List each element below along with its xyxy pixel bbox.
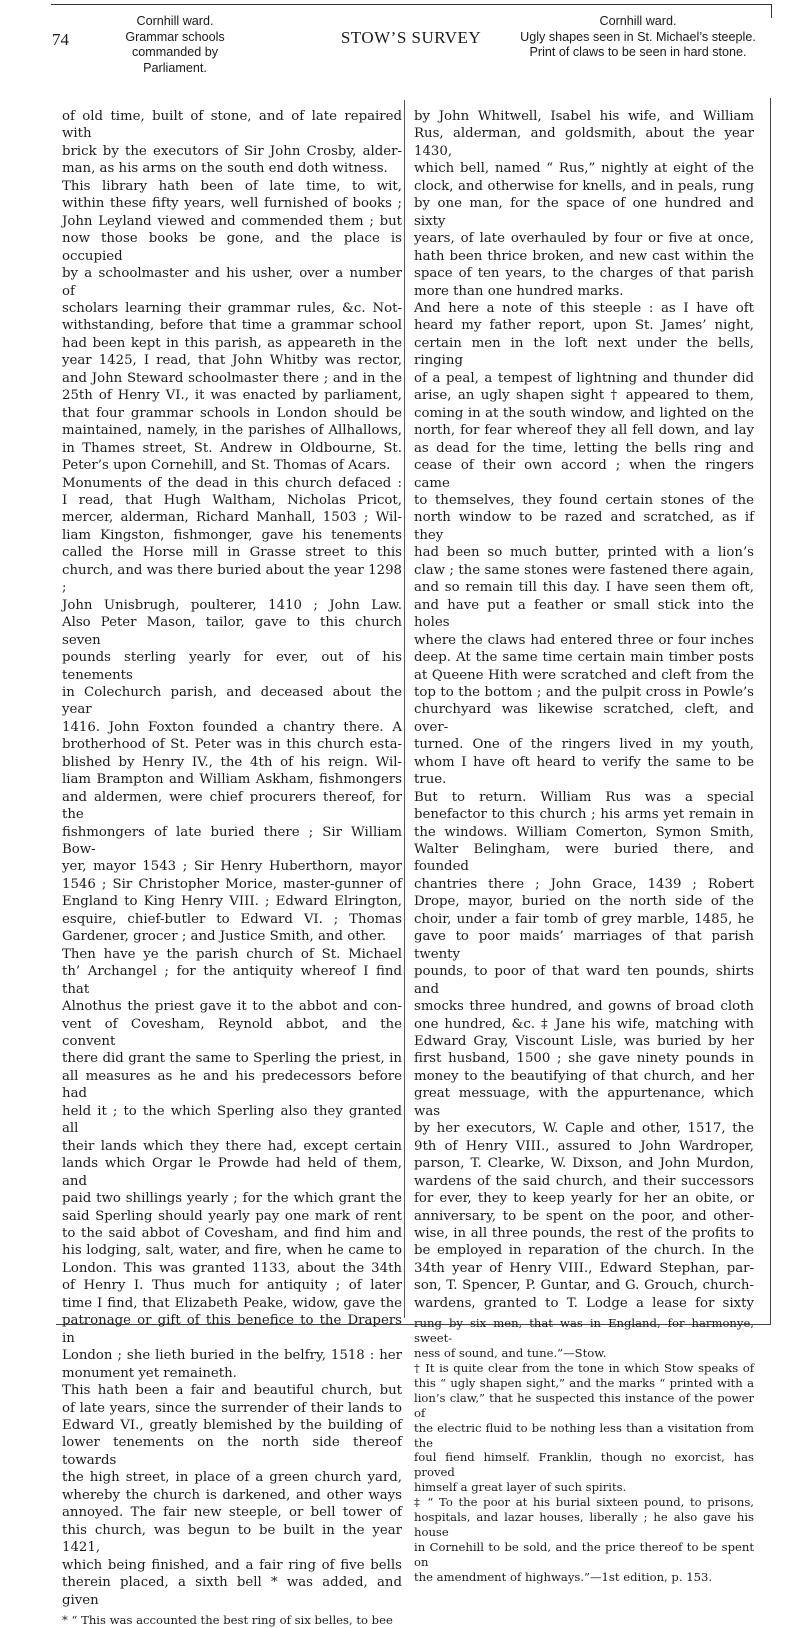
text-line: the high street, in place of a green church yard, (62, 1470, 402, 1486)
text-line: one hundred, &c. ‡ Jane his wife, matching with (414, 1016, 754, 1032)
footnote-line: ness of sound, and tune.”—Stow. (414, 1346, 607, 1361)
text-line: within these fifty years, well furnished of books ; (62, 196, 402, 212)
text-line: deep. At the same time certain main timber posts (414, 650, 754, 666)
left-column (62, 108, 402, 1628)
text-line: called the Horse mill in Grasse street to this (62, 545, 402, 561)
text-line: cease of their own accord ; when the ringers came (414, 458, 754, 491)
footnote-line: this “ ugly shapen sight,” and the marks “ printed with a (414, 1375, 754, 1390)
text-line: choir, under a fair tomb of grey marble, 1485, he (414, 911, 754, 927)
text-line: years, of late overhauled by four or five at once, (414, 231, 754, 247)
text-line: wardens, granted to T. Lodge a lease for sixty (414, 1295, 754, 1311)
footnote-line: * “ This was accounted the best ring of six belles, to bee (62, 1612, 393, 1627)
text-line: This hath been a fair and beautiful church, but (62, 1383, 402, 1399)
text-line: fishmongers of late buried there ; Sir William Bow- (62, 824, 402, 858)
footnote-line: ‡ “ To the poor at his burial sixteen pound, to prisons, (414, 1495, 754, 1510)
text-line: brick by the executors of Sir John Crosby, alder- (62, 143, 402, 159)
text-line: the windows. William Comerton, Symon Smith, (414, 824, 754, 840)
text-line: monument yet remaineth. (62, 1365, 237, 1381)
text-line: for ever, they to keep yearly for her an obite, or (414, 1191, 754, 1207)
text-line: claw ; the same stones were fastened there again, (414, 562, 754, 578)
text-line: parson, T. Clearke, W. Dixson, and John Murdon, (414, 1156, 754, 1172)
footnote-line: rung by six men, that was in England, for harmonye, sweet- (414, 1316, 754, 1346)
text-line: wardens of the said church, and their successors (414, 1173, 754, 1189)
text-line: of late years, since the surrender of their lands to (62, 1400, 402, 1416)
text-line: and so remain till this day. I have seen them oft, (414, 580, 754, 596)
footnote-line: lion’s claw,” that he suspected this instance of the power of (414, 1390, 754, 1420)
right-heading-line: Cornhill ward. (599, 14, 677, 28)
text-line: vent of Covesham, Reynold abbot, and the convent (62, 1016, 402, 1050)
left-footnote (62, 1613, 402, 1628)
text-line: London ; she lieth buried in the belfry, 1518 : her (62, 1348, 402, 1364)
column-divider (404, 100, 405, 1318)
text-line: blished by Henry IV., the 4th of his reign. Wil- (62, 754, 402, 770)
text-line: by her executors, W. Caple and other, 1517, the (414, 1121, 754, 1137)
text-line: now those books be gone, and the place is occupied (62, 231, 402, 264)
text-line: coming in at the south window, and lighted on the (414, 405, 754, 421)
text-line: his lodging, salt, water, and fire, when he came to (62, 1243, 402, 1259)
text-line: where the claws had entered three or four inches (414, 632, 754, 648)
text-line: true. (414, 772, 447, 788)
right-footnotes (414, 1316, 754, 1584)
text-line: mercer, alderman, Richard Manhall, 1503 ; Wil- (62, 510, 402, 526)
text-line: pounds, to poor of that ward ten pounds, shirts and (414, 964, 754, 997)
text-line: and aldermen, were chief procurers thereof, for the (62, 789, 402, 823)
text-line: John Leyland viewed and commended them ; but (62, 213, 402, 229)
text-line: in Colechurch parish, and deceased about the year (62, 684, 402, 718)
text-line: paid two shillings yearly ; for the which grant the (62, 1191, 402, 1207)
text-line: liam Kingston, fishmonger, gave his tenements (62, 527, 402, 543)
text-line: in Thames street, St. Andrew in Oldbourne, St. (62, 440, 402, 456)
text-line: had been so much butter, printed with a lion’s (414, 545, 754, 561)
text-line: all measures as he and his predecessors before had (62, 1068, 402, 1102)
text-line: to themselves, they found certain stones of the (414, 492, 754, 508)
text-line: whereby the church is darkened, and other ways (62, 1487, 402, 1503)
text-line: time I find, that Elizabeth Peake, widow, gave the (62, 1295, 402, 1311)
footnote-line: himself a great layer of such spirits. (414, 1480, 627, 1495)
footnote-line: foul fiend himself. Franklin, though no exorcist, has proved (414, 1450, 754, 1480)
text-line: and John Steward schoolmaster there ; and in the (62, 370, 402, 386)
text-line: at Queene Hith were scratched and cleft from the (414, 667, 754, 683)
text-line: which being finished, and a fair ring of five bells (62, 1557, 402, 1573)
text-line: maintained, namely, in the parishes of Allhallows, (62, 423, 402, 439)
right-column-text (414, 108, 754, 1312)
text-line: 25th of Henry VI., it was enacted by parliament, (62, 388, 402, 404)
text-line: turned. One of the ringers lived in my youth, (414, 737, 754, 753)
text-line: John Unisbrugh, poulterer, 1410 ; John Law. (62, 597, 402, 613)
text-line: pounds sterling yearly for ever, out of his tenements (62, 650, 402, 683)
text-line: arise, an ugly shapen sight † appeared to them, (414, 388, 754, 404)
text-line: that four grammar schools in London should be (62, 405, 402, 421)
text-line: heard my father report, upon St. James’ night, (414, 318, 754, 334)
right-marginal-heading (505, 14, 771, 61)
footnote-line: the amendment of highways.”—1st edition, p. 153. (414, 1569, 713, 1584)
right-column (414, 108, 754, 1585)
text-line: scholars learning their grammar rules, &c. Not- (62, 300, 402, 316)
text-line: Drope, mayor, buried on the north side of the (414, 894, 754, 910)
text-line: which bell, named “ Rus,” nightly at eight of the (414, 161, 754, 177)
right-heading-line: Print of claws to be seen in hard stone. (529, 45, 747, 59)
text-line: their lands which they there had, except certain (62, 1138, 402, 1154)
text-line: this church, was begun to be built in the year 1421, (62, 1522, 402, 1556)
text-line: 9th of Henry VIII., assured to John Wardroper, (414, 1138, 754, 1154)
text-line: Monuments of the dead in this church defaced : (62, 475, 402, 491)
text-line: be employed in reparation of the church. In the (414, 1243, 754, 1259)
text-line: annoyed. The fair new steeple, or bell tower of (62, 1505, 402, 1521)
top-right-rule (771, 4, 772, 18)
text-line: of old time, built of stone, and of late repaired with (62, 109, 402, 142)
text-line: Edward Gray, Viscount Lisle, was buried by her (414, 1034, 754, 1050)
text-line: by John Whitwell, Isabel his wife, and William (414, 109, 754, 124)
footnote-line: the electric fluid to be nothing less than a visitation from the (414, 1420, 754, 1450)
text-line: Gardener, grocer ; and Justice Smith, and other. (62, 929, 387, 945)
text-line: space of ten years, to the charges of that parish (414, 266, 754, 282)
text-line: brotherhood of St. Peter was in this church esta- (62, 737, 402, 753)
left-heading-line: Parliament. (143, 60, 207, 75)
text-line: Alnothus the priest gave it to the abbot and con- (62, 999, 402, 1015)
text-line: Walter Belingham, were buried there, and founded (414, 842, 754, 875)
text-line: top to the bottom ; and the pulpit cross in Powle’s (414, 684, 754, 700)
text-line: clock, and otherwise for knells, and in peals, rung (414, 178, 754, 194)
top-rule (51, 4, 771, 5)
text-line: churchyard was likewise scratched, cleft, and over- (414, 702, 754, 735)
text-line: yer, mayor 1543 ; Sir Henry Huberthorn, mayor (62, 859, 402, 875)
footnote-line: † It is quite clear from the tone in which Stow speaks of (414, 1360, 754, 1375)
text-line: gave to poor maids’ marriages of that parish twenty (414, 929, 754, 962)
text-line: to the said abbot of Covesham, and find him and (62, 1226, 402, 1241)
text-line: said Sperling should yearly pay one mark of rent (62, 1208, 402, 1224)
text-line: 34th year of Henry VIII., Edward Stephan, par- (414, 1260, 754, 1276)
text-line: But to return. William Rus was a special (414, 789, 754, 805)
text-line: 1546 ; Sir Christopher Morice, master-gunner of (62, 876, 402, 892)
text-line: patronage or gift of this benefice to the Drapers in (62, 1313, 402, 1346)
text-line: there did grant the same to Sperling the priest, in (62, 1051, 402, 1067)
text-line: first husband, 1500 ; she gave ninety pounds in (414, 1051, 754, 1067)
footnote-line: hospitals, and lazar houses, liberally ; he also gave his house (414, 1510, 754, 1539)
text-line: And here a note of this steeple : as I have oft (414, 300, 754, 316)
text-line: lower tenements on the north side thereof towards (62, 1435, 402, 1468)
left-column-text (62, 108, 402, 1609)
text-line: London. This was granted 1133, about the 34th (62, 1260, 402, 1276)
text-line: son, T. Spencer, P. Guntar, and G. Grouch, church- (414, 1278, 754, 1294)
text-line: and have put a feather or small stick into the holes (414, 597, 754, 631)
text-line: 1416. John Foxton founded a chantry there. A (62, 719, 402, 735)
text-line: I read, that Hugh Waltham, Nicholas Pricot, (62, 492, 402, 508)
text-line: man, as his arms on the south end doth witness. (62, 161, 388, 177)
text-line: wise, in all three pounds, the rest of the profits to (414, 1226, 754, 1241)
text-line: held it ; to the which Sperling also they granted all (62, 1103, 402, 1137)
text-line: by one man, for the space of one hundred and sixty (414, 196, 754, 229)
text-line: certain men in the loft next under the bells, ringing (414, 335, 754, 369)
text-line: benefactor to this church ; his arms yet remain in (414, 807, 754, 823)
text-line: lands which Orgar le Prowde had held of them, and (62, 1156, 402, 1189)
book-title: STOW’S SURVEY (340, 28, 482, 47)
text-line: anniversary, to be spent on the poor, and other- (414, 1208, 754, 1224)
text-line: great messuage, with the appurtenance, which was (414, 1086, 754, 1119)
text-line: had been kept in this parish, as appeareth in the (62, 335, 402, 351)
text-line: of Henry I. Thus much for antiquity ; of later (62, 1278, 402, 1294)
text-line: of a peal, a tempest of lightning and thunder did (414, 370, 754, 386)
text-line: Peter’s upon Cornehill, and St. Thomas of Acars. (62, 458, 391, 474)
text-line: liam Brampton and William Askham, fishmongers (62, 772, 402, 788)
text-line: chantries there ; John Grace, 1439 ; Robert (414, 876, 754, 892)
running-header (52, 14, 770, 94)
text-line: smocks three hundred, and gowns of broad cloth (414, 999, 754, 1015)
text-line: th’ Archangel ; for the antiquity whereof I find that (62, 964, 402, 997)
text-line: as dead for the time, letting the bells ring and (414, 440, 754, 456)
text-line: church, and was there buried about the year 1298 ; (62, 562, 402, 596)
text-line: Then have ye the parish church of St. Michael (62, 946, 402, 962)
text-line: therein placed, a sixth bell * was added, and given (62, 1575, 402, 1608)
footnote-line: in Cornehill to be sold, and the price thereof to be spent on (414, 1539, 754, 1569)
text-line: Rus, alderman, and goldsmith, about the year 1430, (414, 126, 754, 159)
text-line: north window to be razed and scratched, as if they (414, 510, 754, 543)
text-line: by a schoolmaster and his usher, over a number of (62, 266, 402, 299)
left-heading-line: Cornhill ward. (136, 14, 214, 28)
text-line: Also Peter Mason, tailor, gave to this church seven (62, 615, 402, 648)
text-line: north, for fear whereof they all fell down, and lay (414, 423, 754, 439)
text-line: England to King Henry VIII. ; Edward Elrington, (62, 894, 402, 910)
text-line: money to the beautifying of that church, and her (414, 1068, 754, 1084)
text-line: year 1425, I read, that John Whitby was rector, (62, 353, 402, 369)
text-line: hath been thrice broken, and new cast within the (414, 248, 754, 264)
text-line: more than one hundred marks. (414, 283, 624, 299)
text-line: whom I have oft heard to verify the same to be (414, 754, 754, 770)
text-line: This library hath been of late time, to wit, (62, 178, 402, 194)
right-heading-line: Ugly shapes seen in St. Michael’s steeple. (520, 29, 756, 44)
text-line: withstanding, before that time a grammar school (62, 318, 402, 334)
text-line: Edward VI., greatly blemished by the building of (62, 1417, 402, 1433)
left-heading-line: Grammar schools commanded by (125, 29, 225, 59)
text-line: esquire, chief-butler to Edward VI. ; Thomas (62, 911, 402, 927)
page-number: 74 (52, 30, 69, 49)
